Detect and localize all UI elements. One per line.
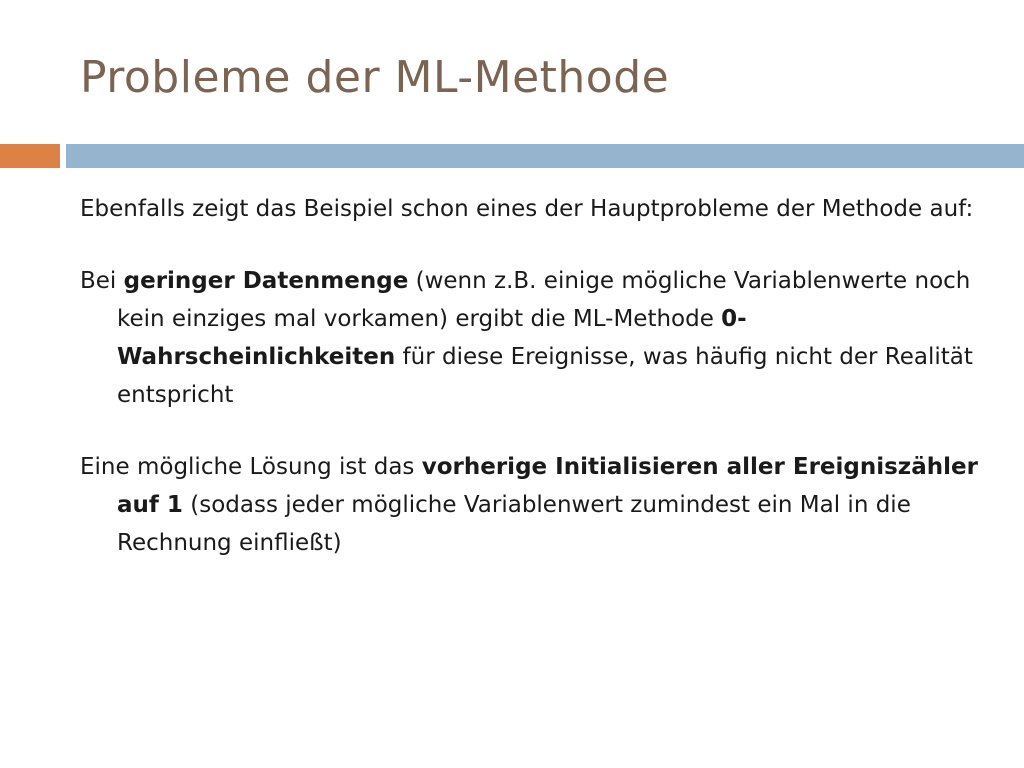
paragraph-text: (wenn z.B. einige mögliche Variablenwerte noch kein einziges mal vorkamen) ergibt die ML-Methode bbox=[117, 268, 971, 332]
paragraph-text: Eine mögliche Lösung ist das bbox=[80, 454, 422, 480]
paragraph-text: (sodass jeder mögliche Variablenwert zumindest ein Mal in die Rechnung einfließt) bbox=[117, 492, 911, 556]
body-paragraph-3 bbox=[80, 448, 980, 562]
slide-title: Probleme der ML-Methode bbox=[80, 52, 670, 103]
emphasis-text: geringer Datenmenge bbox=[123, 268, 409, 294]
body-paragraph-2 bbox=[80, 262, 980, 414]
body-paragraph-1 bbox=[80, 190, 980, 228]
paragraph-text: Bei bbox=[80, 268, 124, 294]
accent-bar-orange bbox=[0, 144, 60, 168]
emphasis-text: 0-Wahrscheinlichkeiten bbox=[117, 306, 747, 370]
slide-body bbox=[80, 190, 980, 596]
emphasis-text: vorherige Initialisieren aller Ereigniszähler auf 1 bbox=[117, 454, 978, 518]
paragraph-text: für diese Ereignisse, was häufig nicht der Realität entspricht bbox=[117, 344, 973, 408]
accent-bar-blue bbox=[66, 144, 1024, 168]
paragraph-text: Ebenfalls zeigt das Beispiel schon eines der Hauptprobleme der Methode auf: bbox=[80, 196, 974, 222]
